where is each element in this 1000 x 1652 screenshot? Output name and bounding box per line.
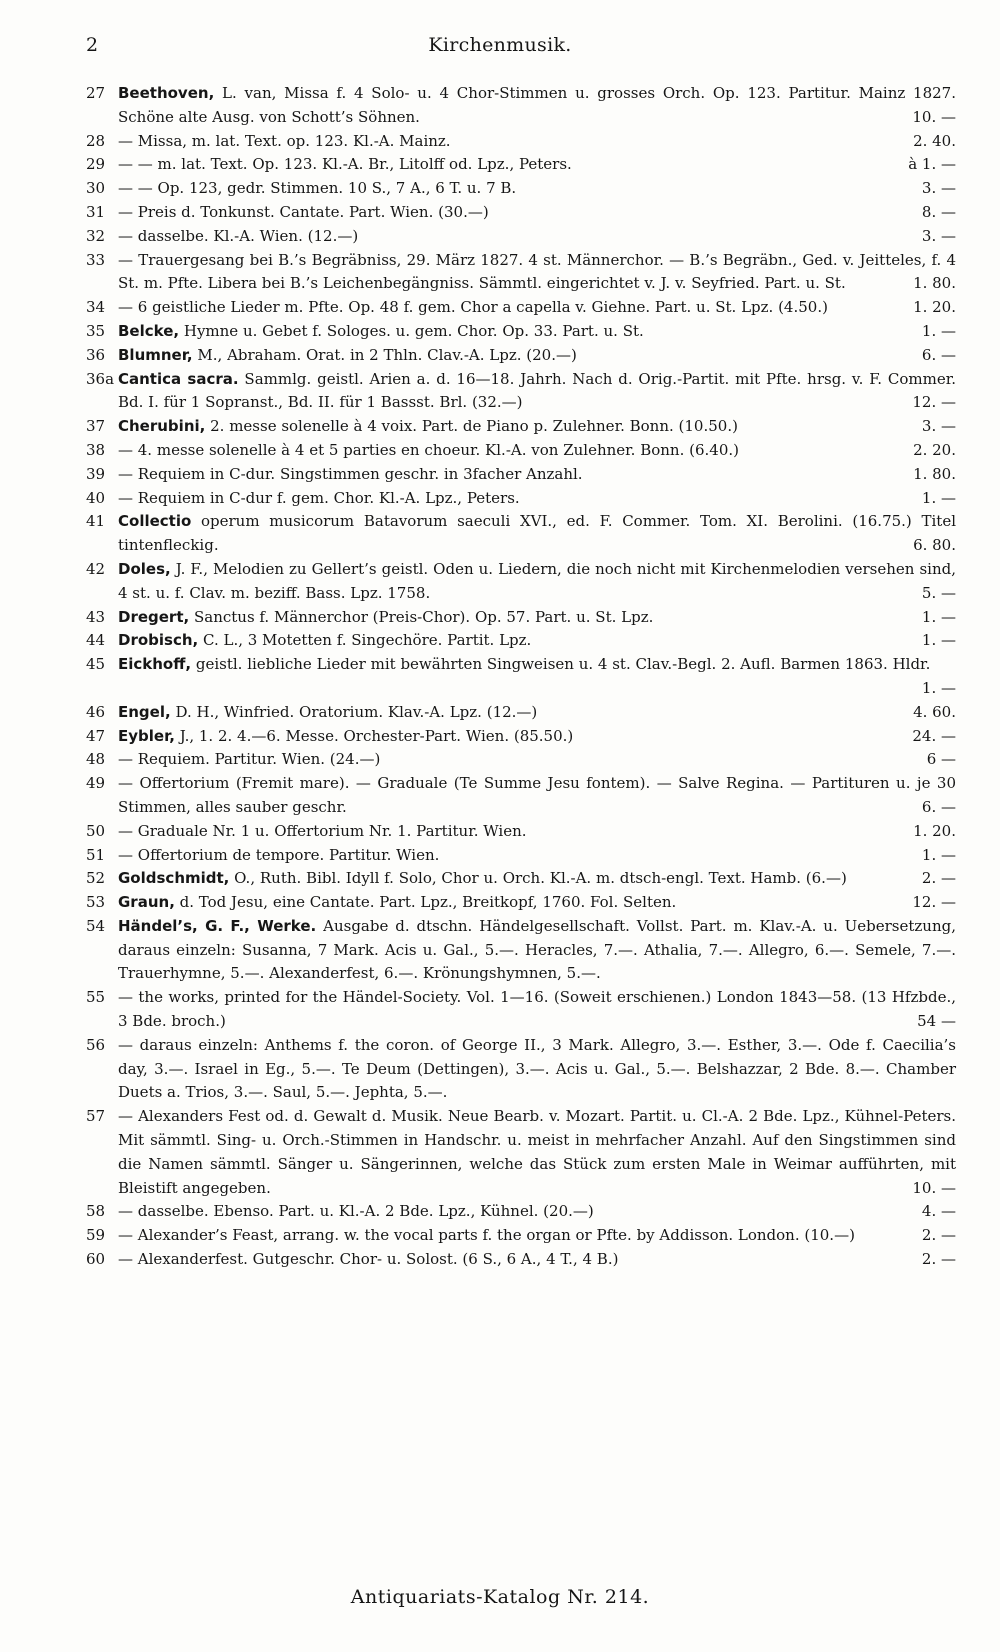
entry-body	[118, 701, 956, 725]
entry-description: 2. messe solenelle à 4 voix. Part. de Piano p. Zulehner. Bonn. (10.50.)	[205, 417, 738, 436]
entry-description: D. H., Winfried. Oratorium. Klav.-A. Lpz. (12.—)	[170, 702, 538, 721]
catalog-entry	[86, 891, 956, 915]
entry-price: 2. 40.	[913, 131, 956, 150]
entry-body	[118, 1248, 956, 1272]
entry-author: Dregert,	[118, 607, 190, 626]
running-title: Kirchenmusik.	[428, 34, 572, 56]
catalog-entry	[86, 201, 956, 225]
catalog-entry	[86, 558, 956, 606]
page-header	[0, 34, 1000, 64]
entry-description: Ausgabe d. dtschn. Händelgesellschaft. Vollst. Part. m. Klav.-A. u. Uebersetzung, daraus einzeln: Susanna, 7 Mark. Acis u. Gal., 5.—. Heracles, 7.—. Athalia, 7.—. Allegro, 6.—. Semele, 7.—. Trauerhymne, 5.—. Alexanderfest, 6.—. Krönungshymnen, 5.—.	[118, 916, 956, 983]
entry-price: 12. —	[912, 393, 956, 412]
entry-price: 24. —	[912, 726, 956, 745]
entry-price: 6. —	[921, 345, 956, 364]
entry-price: 3. —	[921, 179, 956, 198]
entry-price: 8. —	[921, 202, 956, 221]
entry-price: 6. 80.	[913, 536, 956, 555]
entry-description: — Requiem. Partitur. Wien. (24.—)	[118, 750, 381, 769]
entry-body	[118, 249, 956, 297]
catalog-entry	[86, 725, 956, 749]
catalog-entry	[86, 320, 956, 344]
entry-body	[118, 606, 956, 630]
entry-body	[118, 487, 956, 511]
entry-number: 40	[86, 488, 106, 507]
entry-price: 54 —	[917, 1012, 956, 1031]
entry-number: 54	[86, 916, 106, 935]
catalog-entry	[86, 439, 956, 463]
entry-description: Sanctus f. Männerchor (Preis-Chor). Op. 57. Part. u. St. Lpz.	[189, 607, 654, 626]
entry-number: 27	[86, 84, 106, 102]
entry-body	[118, 201, 956, 225]
entry-number: 58	[86, 1202, 106, 1221]
entry-author: Blumner,	[118, 345, 193, 364]
entry-number: 51	[86, 845, 106, 864]
catalog-entry	[86, 510, 956, 558]
entry-description: — Alexanders Fest od. d. Gewalt d. Musik. Neue Bearb. v. Mozart. Partit. u. Cl.-A. 2 Bde. Lpz., Kühnel-Peters. Mit sämmtl. Sing- u. Orch.-Stimmen in Handschr. u. meist in mehrfacher Anzahl. Auf den Singstimmen sind die Namen sämmtl. Sänger u. Sängerinnen, welche das Stück zum ersten Male in Weimar aufführten, mit Bleistift angegeben.	[118, 1107, 956, 1197]
entry-price: 1. —	[921, 321, 956, 340]
entry-body	[118, 915, 956, 986]
entry-body	[118, 1034, 956, 1105]
entry-body	[118, 772, 956, 820]
entry-body	[118, 629, 956, 653]
catalog-entry	[86, 820, 956, 844]
entry-body	[118, 177, 956, 201]
entry-description: J. F., Melodien zu Gellert’s geistl. Oden u. Liedern, die noch nicht mit Kirchenmelodien versehen sind, 4 st. u. f. Clav. m. beziff. Bass. Lpz. 1758.	[118, 559, 956, 602]
catalog-entry	[86, 344, 956, 368]
entry-number: 37	[86, 417, 106, 436]
catalog-entry	[86, 153, 956, 177]
entry-number: 43	[86, 607, 106, 626]
entry-author: Graun,	[118, 893, 175, 912]
entry-body	[118, 130, 956, 154]
entry-description: — Requiem in C-dur f. gem. Chor. Kl.-A. Lpz., Peters.	[118, 488, 520, 507]
entry-author: Engel,	[118, 702, 171, 721]
entry-description: Hymne u. Gebet f. Sologes. u. gem. Chor. Op. 33. Part. u. St.	[179, 321, 644, 340]
entry-price: 1. 80.	[913, 464, 956, 483]
entry-number: 48	[86, 750, 106, 769]
catalog-entry	[86, 296, 956, 320]
entry-description: — Preis d. Tonkunst. Cantate. Part. Wien. (30.—)	[118, 202, 489, 221]
entry-body	[118, 1105, 956, 1200]
entry-price: 6. —	[921, 797, 956, 816]
entry-number: 47	[86, 726, 106, 745]
catalog-entry	[86, 844, 956, 868]
entry-description: O., Ruth. Bibl. Idyll f. Solo, Chor u. Orch. Kl.-A. m. dtsch-engl. Text. Hamb. (6.—)	[229, 869, 847, 888]
entry-description: — — m. lat. Text. Op. 123. Kl.-A. Br., Litolff od. Lpz., Peters.	[118, 155, 572, 174]
entry-number: 36	[86, 345, 106, 364]
entry-body	[118, 725, 956, 749]
entry-description: — Trauergesang bei B.’s Begräbniss, 29. März 1827. 4 st. Männerchor. — B.’s Begräbn., Ged. v. Jeitteles, f. 4 St. m. Pfte. Libera bei B.’s Leichenbegängniss. Sämmtl. eingerichtet v. J. v. Seyfried. Part. u. St.	[118, 250, 956, 293]
entry-price: 1. —	[921, 845, 956, 864]
entry-price: 1. 20.	[913, 298, 956, 317]
catalog-entry	[86, 772, 956, 820]
entry-price: 2. —	[921, 1250, 956, 1269]
entry-price: 1. —	[921, 488, 956, 507]
entry-body	[118, 296, 956, 320]
entry-description: — dasselbe. Ebenso. Part. u. Kl.-A. 2 Bde. Lpz., Kühnel. (20.—)	[118, 1202, 594, 1221]
entry-number: 28	[86, 131, 106, 150]
catalog-entry	[86, 701, 956, 725]
entry-author: Beethoven,	[118, 84, 215, 102]
entry-number: 52	[86, 869, 106, 888]
entry-number: 29	[86, 155, 106, 174]
entry-description: — Missa, m. lat. Text. op. 123. Kl.-A. Mainz.	[118, 131, 451, 150]
catalog-entry	[86, 1105, 956, 1200]
catalog-entry	[86, 249, 956, 297]
entry-author: Händel’s, G. F., Werke.	[118, 916, 317, 935]
catalog-entry	[86, 629, 956, 653]
catalog-entry	[86, 463, 956, 487]
catalog-entry	[86, 915, 956, 986]
entry-description: — Offertorium de tempore. Partitur. Wien.	[118, 845, 440, 864]
entry-description: — the works, printed for the Händel-Society. Vol. 1—16. (Soweit erschienen.) London 1843—58. (13 Hfzbde., 3 Bde. broch.)	[118, 988, 956, 1031]
catalog-footer: Antiquariats-Katalog Nr. 214.	[350, 1586, 650, 1608]
entry-author: Eickhoff,	[118, 655, 192, 674]
entry-description: M., Abraham. Orat. in 2 Thln. Clav.-A. Lpz. (20.—)	[192, 345, 577, 364]
entry-price: 1. —	[921, 678, 956, 697]
catalog-entry	[86, 653, 956, 701]
entry-number: 31	[86, 202, 106, 221]
entry-number: 59	[86, 1226, 106, 1245]
catalog-entry	[86, 748, 956, 772]
entry-body	[118, 153, 956, 177]
entry-author: Goldschmidt,	[118, 869, 230, 888]
entry-number: 53	[86, 893, 106, 912]
entry-body	[118, 820, 956, 844]
catalog-entry	[86, 177, 956, 201]
entry-description: — 4. messe solenelle à 4 et 5 parties en choeur. Kl.-A. von Zulehner. Bonn. (6.40.)	[118, 440, 739, 459]
entry-number: 46	[86, 702, 106, 721]
entry-description: C. L., 3 Motetten f. Singechöre. Partit. Lpz.	[198, 631, 532, 650]
entry-price: 2. —	[921, 1226, 956, 1245]
catalog-entry	[86, 1224, 956, 1248]
entry-author: Drobisch,	[118, 631, 199, 650]
entry-description: — dasselbe. Kl.-A. Wien. (12.—)	[118, 226, 359, 245]
entry-price: 2. —	[921, 869, 956, 888]
entry-number: 35	[86, 321, 106, 340]
entry-description: — Requiem in C-dur. Singstimmen geschr. in 3facher Anzahl.	[118, 464, 583, 483]
entry-description: — Graduale Nr. 1 u. Offertorium Nr. 1. Partitur. Wien.	[118, 821, 527, 840]
entry-description: — Alexanderfest. Gutgeschr. Chor- u. Solost. (6 S., 6 A., 4 T., 4 B.)	[118, 1250, 619, 1269]
entry-number: 44	[86, 631, 106, 650]
entry-description: — Offertorium (Fremit mare). — Graduale (Te Summe Jesu fontem). — Salve Regina. — Partituren u. je 30 Stimmen, alles sauber geschr.	[118, 774, 956, 816]
entry-body	[118, 368, 956, 416]
entry-number: 30	[86, 179, 106, 198]
entry-description: — — Op. 123, gedr. Stimmen. 10 S., 7 A., 6 T. u. 7 B.	[118, 179, 517, 198]
entry-price: 2. 20.	[913, 440, 956, 459]
entry-description: — 6 geistliche Lieder m. Pfte. Op. 48 f. gem. Chor a capella v. Giehne. Part. u. St. Lpz. (4.50.)	[118, 298, 828, 317]
entry-price: 1. 20.	[913, 821, 956, 840]
entry-description: L. van, Missa f. 4 Solo- u. 4 Chor-Stimmen u. grosses Orch. Op. 123. Partitur. Mainz 1827. Schöne alte Ausg. von Schott’s Söhnen.	[118, 84, 956, 126]
entry-price: 1. 80.	[913, 274, 956, 293]
entry-number: 42	[86, 559, 106, 578]
entry-price: 6 —	[926, 750, 956, 769]
entry-price: 12. —	[912, 893, 956, 912]
catalog-entry	[86, 986, 956, 1034]
entry-number: 38	[86, 440, 106, 459]
entry-body	[118, 1224, 956, 1248]
entry-body	[118, 439, 956, 463]
entry-description: — Alexander’s Feast, arrang. w. the vocal parts f. the organ or Pfte. by Addisson. London. (10.—)	[118, 1226, 855, 1245]
catalog-entry	[86, 225, 956, 249]
entry-number: 55	[86, 988, 106, 1007]
catalog-entry	[86, 867, 956, 891]
entry-price: 10. —	[912, 107, 956, 126]
entry-description: J., 1. 2. 4.—6. Messe. Orchester-Part. Wien. (85.50.)	[174, 726, 574, 745]
entry-number: 39	[86, 464, 106, 483]
entry-body	[118, 225, 956, 249]
entry-price: à 1. —	[908, 155, 956, 174]
entry-price: 4. —	[921, 1202, 956, 1221]
entry-body	[118, 320, 956, 344]
page-number: 2	[86, 34, 99, 56]
catalog-entry	[86, 487, 956, 511]
entry-price: 4. 60.	[913, 702, 956, 721]
entry-number: 32	[86, 226, 106, 245]
entry-body	[118, 344, 956, 368]
entry-number: 49	[86, 774, 106, 793]
entry-number: 56	[86, 1035, 106, 1054]
entry-description: operum musicorum Batavorum saeculi XVI., ed. F. Commer. Tom. XI. Berolini. (16.75.) Titel tintenfleckig.	[118, 512, 956, 555]
entry-author: Collectio	[118, 512, 192, 531]
entry-description: Sammlg. geistl. Arien a. d. 16—18. Jahrh. Nach d. Orig.-Partit. mit Pfte. hrsg. v. F. Commer. Bd. I. für 1 Sopranst., Bd. II. für 1 Bassst. Brl. (32.—)	[118, 369, 956, 412]
entry-body	[118, 510, 956, 558]
catalog-entry	[86, 415, 956, 439]
entry-number: 36a	[86, 369, 115, 388]
catalog-entry	[86, 1034, 956, 1105]
entry-price: 1. —	[921, 607, 956, 626]
entry-body	[118, 986, 956, 1034]
catalog-entries	[86, 82, 956, 1272]
entry-author: Doles,	[118, 559, 171, 578]
entry-body	[118, 891, 956, 915]
entry-price: 10. —	[912, 1178, 956, 1197]
entry-body	[118, 463, 956, 487]
entry-body	[118, 415, 956, 439]
entry-description: — daraus einzeln: Anthems f. the coron. of George II., 3 Mark. Allegro, 3.—. Esther, 3.—. Ode f. Caecilia’s day, 3.—. Israel in Eg., 5.—. Te Deum (Dettingen), 3.—. Acis u. Gal., 5.—. Belshazzar, 2 Bde. 8.—. Chamber Duets a. Trios, 3.—. Saul, 5.—. Jephta, 5.—.	[118, 1035, 956, 1102]
entry-number: 57	[86, 1107, 106, 1126]
entry-author: Cherubini,	[118, 417, 206, 436]
entry-price: 5. —	[921, 583, 956, 602]
entry-author: Belcke,	[118, 321, 180, 340]
entry-price: 3. —	[921, 417, 956, 436]
entry-body	[118, 748, 956, 772]
entry-number: 41	[86, 512, 106, 531]
entry-number: 50	[86, 821, 106, 840]
entry-number: 34	[86, 298, 106, 317]
catalog-entry	[86, 1200, 956, 1224]
entry-description: d. Tod Jesu, eine Cantate. Part. Lpz., Breitkopf, 1760. Fol. Selten.	[174, 893, 677, 912]
entry-body	[118, 844, 956, 868]
catalog-entry	[86, 606, 956, 630]
entry-number: 33	[86, 250, 106, 269]
entry-body	[118, 653, 956, 701]
entry-body	[118, 867, 956, 891]
entry-author: Eybler,	[118, 726, 175, 745]
entry-price: 3. —	[921, 226, 956, 245]
entry-body	[118, 82, 956, 130]
entry-body	[118, 558, 956, 606]
entry-body	[118, 1200, 956, 1224]
catalog-entry	[86, 368, 956, 416]
entry-price: 1. —	[921, 631, 956, 650]
entry-number: 60	[86, 1250, 106, 1269]
catalog-entry	[86, 1248, 956, 1272]
entry-description: geistl. liebliche Lieder mit bewährten Singweisen u. 4 st. Clav.-Begl. 2. Aufl. Barmen 1863. Hldr.	[191, 655, 931, 674]
entry-number: 45	[86, 655, 106, 674]
catalog-entry	[86, 82, 956, 130]
catalog-entry	[86, 130, 956, 154]
entry-author: Cantica sacra.	[118, 369, 239, 388]
